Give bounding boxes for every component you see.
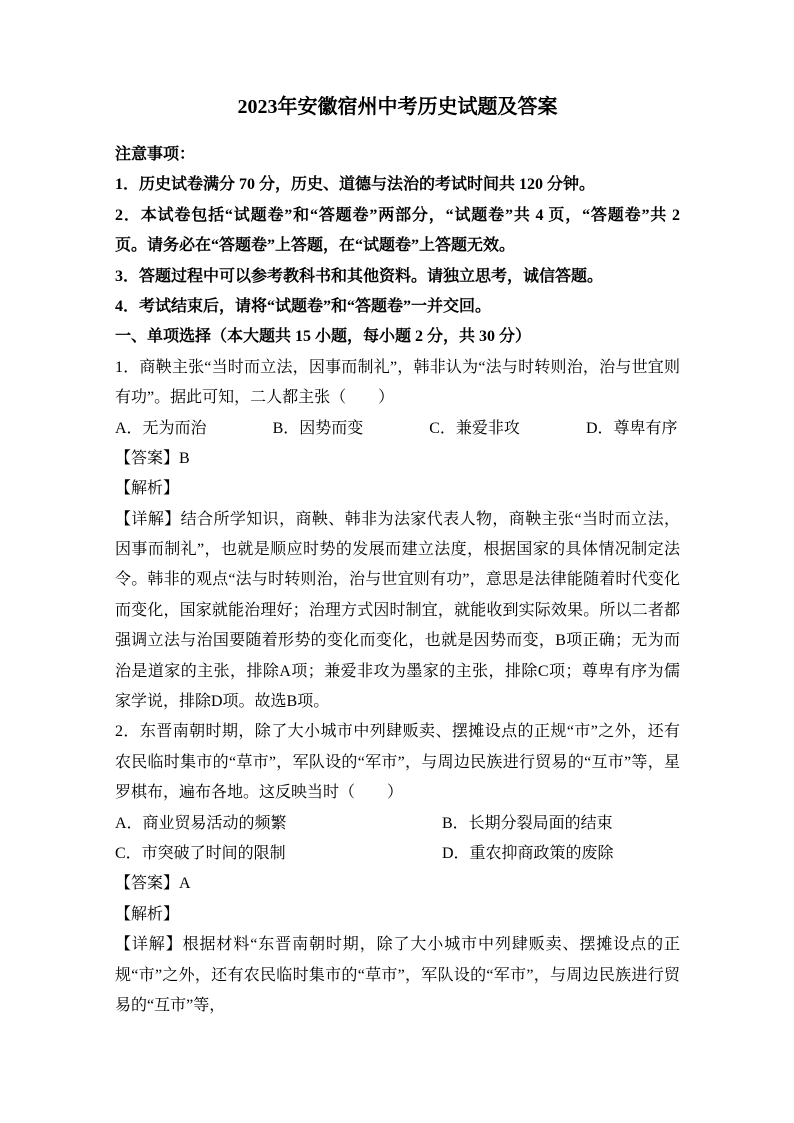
question-1-stem: 1．商鞅主张“当时而立法，因事而制礼”，韩非认为“法与时转则治，治与世宜则有功”。据此可知，二人都主张（ ）	[115, 358, 680, 407]
section-heading: 一、单项选择（本大题共 15 小题，每小题 2 分，共 30 分）	[115, 328, 532, 346]
notice-header: 注意事项：	[115, 146, 196, 163]
question-2-option-d: D．重农抑商政策的废除	[442, 844, 614, 862]
question-1-option-a: A．无为而治	[115, 419, 207, 437]
notice-item-2: 2．本试卷包括“试题卷”和“答题卷”两部分，“试题卷”共 4 页，“答题卷”共 2 页。请务必在“答题卷”上答题，在“试题卷”上答题无效。	[115, 206, 680, 255]
question-2-detail: 【详解】根据材料“东晋南朝时期，除了大小城市中列肆贩卖、摆摊设点的正规“市”之外，还有农民临时集市的“草市”，军队设的“军市”，与周边民族进行贸易的“互市”等，	[115, 936, 680, 1014]
question-1-option-b: B．因势而变	[272, 419, 364, 437]
question-2-analysis-label: 【解析】	[115, 905, 180, 923]
question-1-answer: 【答案】B	[115, 449, 190, 467]
question-2-option-a: A．商业贸易活动的频繁	[115, 814, 287, 832]
question-2-stem: 2．东晋南朝时期，除了大小城市中列肆贩卖、摆摊设点的正规“市”之外，还有农民临时集市的“草市”，军队设的“军市”，与周边民族进行贸易的“互市”等，星罗棋布，遍布各地。这反映当时（ ）	[115, 723, 680, 802]
question-1-option-d: D．尊卑有序	[585, 419, 678, 437]
notice-item-1: 1．历史试卷满分 70 分，历史、道德与法治的考试时间共 120 分钟。	[115, 176, 596, 194]
question-1-option-c: C．兼爱非攻	[429, 419, 520, 437]
notice-item-4: 4．考试结束后，请将“试题卷”和“答题卷”一并交回。	[115, 297, 492, 315]
question-2-options	[115, 809, 680, 870]
question-1-options	[115, 414, 680, 444]
question-1-analysis-label: 【解析】	[115, 480, 180, 498]
question-2-option-c: C．市突破了时间的限制	[115, 844, 286, 862]
question-2-answer: 【答案】A	[115, 875, 191, 893]
question-1	[115, 353, 680, 718]
document-title: 2023年安徽宿州中考历史试题及答案	[237, 96, 558, 118]
question-2	[115, 717, 680, 1021]
question-1-detail: 【详解】结合所学知识，商鞅、韩非为法家代表人物，商鞅主张“当时而立法，因事而制礼”，也就是顺应时势的发展而建立法度，根据国家的具体情况制定法令。韩非的观点“法与时转则治，治与世宜则有功”，意思是法律能随着时代变化而变化，国家就能治理好；治理方式因时制宜，就能收到实际效果。所以二者都强调立法与治国要随着形势的变化而变化，也就是因势而变，B项正确；无为而治是道家的主张，排除A项；兼爱非攻为墨家的主张，排除C项；尊卑有序为儒家学说，排除D项。故选B项。	[115, 510, 680, 711]
notice-item-3: 3．答题过程中可以参考教科书和其他资料。请独立思考，诚信答题。	[115, 267, 604, 285]
question-2-option-b: B．长期分裂局面的结束	[442, 814, 613, 832]
